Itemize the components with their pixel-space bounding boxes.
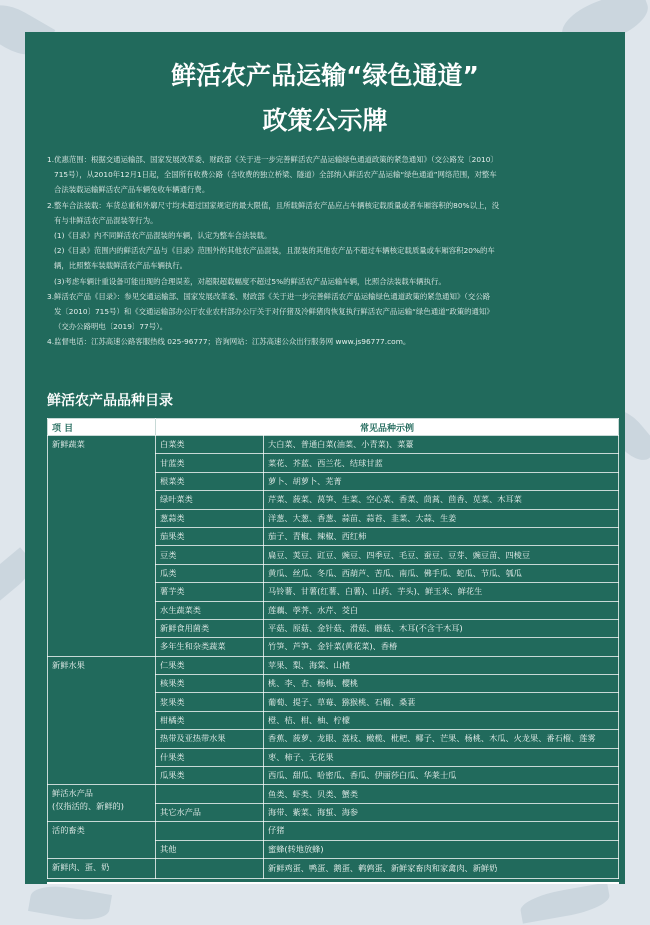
- examples-cell: 香蕉、菠萝、龙眼、荔枝、橄榄、枇杷、椰子、芒果、杨桃、木瓜、火龙果、番石榴、莲雾: [264, 730, 619, 748]
- policy-board: [25, 32, 625, 884]
- subcategory-cell: 多年生和杂类蔬菜: [156, 638, 264, 656]
- policy-line: 715号），从2010年12月1日起，全国所有收费公路（含收费的独立桥梁、隧道）全部纳入鲜活农产品运输“绿色通道”网络范围，对整车: [54, 170, 497, 180]
- examples-cell: 菜花、芥蓝、西兰花、结球甘蓝: [264, 454, 619, 472]
- subcategory-cell: 白菜类: [156, 436, 264, 454]
- subcategory-cell: 根菜类: [156, 472, 264, 490]
- policy-line: （交办公路明电〔2019〕77号）。: [54, 322, 168, 332]
- subcategory-cell: 豆类: [156, 546, 264, 564]
- policy-line: (2)《目录》范围内的鲜活农产品与《目录》范围外的其他农产品混装，且混装的其他农产品不超过车辆核定载质量或车厢容积20%的车: [54, 246, 495, 256]
- board-title-line1: 鲜活农产品运输“绿色通道”: [171, 61, 479, 90]
- examples-cell: 竹笋、芦笋、金针菜(黄花菜)、香椿: [264, 638, 619, 656]
- examples-cell: 蜜蜂(转地放蜂): [264, 840, 619, 858]
- examples-cell: 枣、柿子、无花果: [264, 748, 619, 766]
- subcategory-cell: 新鲜食用菌类: [156, 619, 264, 637]
- bottom-divider: [47, 882, 619, 884]
- policy-line: 辆，比照整车装载鲜活农产品车辆执行。: [54, 261, 188, 271]
- policy-line: 3.鲜活农产品《目录》：参见交通运输部、国家发展改革委、财政部《关于进一步完善鲜活农产品运输绿色通道政策的紧急通知》（交公路: [47, 291, 491, 301]
- examples-cell: 大白菜、普通白菜(油菜、小青菜)、菜薹: [264, 436, 619, 454]
- policy-line: 发〔2010〕715号）和《交通运输部办公厅农业农村部办公厅关于对仔猪及冷鲜猪肉恢复执行鲜活农产品运输“绿色通道”政策的通知》: [54, 307, 494, 317]
- category-cell: 新鲜水果: [48, 656, 156, 785]
- header-examples: 常见品种示例: [156, 419, 619, 436]
- examples-cell: 扁豆、荚豆、豇豆、豌豆、四季豆、毛豆、蚕豆、豆芽、豌豆苗、四棱豆: [264, 546, 619, 564]
- examples-cell: 海带、紫菜、海蜇、海参: [264, 803, 619, 821]
- subcategory-cell: 水生蔬菜类: [156, 601, 264, 619]
- policy-line: 4.监督电话：江苏高速公路客服热线 025-96777；咨询网站：江苏高速公众出行服务网 www.js96777.com。: [47, 337, 411, 347]
- table-header-row: [48, 419, 619, 436]
- category-cell: 新鲜蔬菜: [48, 436, 156, 657]
- examples-cell: 莲藕、荸荠、水芹、茭白: [264, 601, 619, 619]
- examples-cell: 黄瓜、丝瓜、冬瓜、西葫芦、苦瓜、南瓜、佛手瓜、蛇瓜、节瓜、瓠瓜: [264, 564, 619, 582]
- policy-line: 合法装载运输鲜活农产品车辆免收车辆通行费。: [54, 185, 210, 195]
- category-cell: 新鲜肉、蛋、奶: [48, 858, 156, 878]
- background-leaf: [518, 882, 611, 923]
- examples-cell: 苹果、梨、海棠、山楂: [264, 656, 619, 674]
- examples-cell: 葡萄、提子、草莓、猕猴桃、石榴、桑葚: [264, 693, 619, 711]
- subcategory-cell: 茄果类: [156, 527, 264, 545]
- subcategory-cell: 瓜果类: [156, 767, 264, 785]
- subcategory-cell: 仁果类: [156, 656, 264, 674]
- header-item: 项 目: [48, 419, 156, 436]
- examples-cell: 茄子、青椒、辣椒、西红柿: [264, 527, 619, 545]
- subcategory-cell: 其它水产品: [156, 803, 264, 821]
- subcategory-cell: 瓜类: [156, 564, 264, 582]
- table-row: [48, 822, 619, 840]
- subcategory-cell: 柑橘类: [156, 711, 264, 729]
- background-leaf: [28, 881, 112, 924]
- table-row: [48, 436, 619, 454]
- board-title-line2: 政策公示牌: [262, 106, 388, 135]
- subcategory-cell: [156, 785, 264, 803]
- policy-line: (1)《目录》内不同鲜活农产品混装的车辆，认定为整车合法装载。: [54, 231, 272, 241]
- catalog-title: 鲜活农产品品种目录: [47, 393, 173, 409]
- examples-cell: 西瓜、甜瓜、哈密瓜、香瓜、伊丽莎白瓜、华莱士瓜: [264, 767, 619, 785]
- subcategory-cell: [156, 858, 264, 878]
- policy-line: 2.整车合法装载：车货总重和外廓尺寸均未超过国家规定的最大限值，且所载鲜活农产品应占车辆核定载质量或者车厢容积的80%以上，没: [47, 200, 500, 210]
- subcategory-cell: 核果类: [156, 675, 264, 693]
- policy-line: (3)考虑车辆计重设备可能出现的合理误差，对超限超载幅度不超过5%的鲜活农产品运输车辆，比照合法装载车辆执行。: [54, 276, 446, 286]
- subcategory-cell: 薯芋类: [156, 583, 264, 601]
- table-row: [48, 785, 619, 803]
- subcategory-cell: 绿叶菜类: [156, 491, 264, 509]
- subcategory-cell: 热带及亚热带水果: [156, 730, 264, 748]
- catalog-table: [47, 418, 619, 879]
- table-row: [48, 858, 619, 878]
- policy-text: [47, 152, 607, 350]
- examples-cell: 桃、李、杏、杨梅、樱桃: [264, 675, 619, 693]
- policy-line: 有与非鲜活农产品混装等行为。: [54, 215, 158, 225]
- subcategory-cell: 什果类: [156, 748, 264, 766]
- examples-cell: 橙、桔、柑、柚、柠檬: [264, 711, 619, 729]
- examples-cell: 芹菜、菠菜、莴笋、生菜、空心菜、香菜、茼蒿、茴香、苋菜、木耳菜: [264, 491, 619, 509]
- table-row: [48, 656, 619, 674]
- policy-line: 1.优惠范围：根据交通运输部、国家发展改革委、财政部《关于进一步完善鲜活农产品运输绿色通道政策的紧急通知》（交公路发〔2010〕: [47, 155, 498, 164]
- subcategory-cell: 甘蓝类: [156, 454, 264, 472]
- subcategory-cell: 浆果类: [156, 693, 264, 711]
- category-cell: 鲜活水产品 (仅指活的、新鲜的): [48, 785, 156, 822]
- subcategory-cell: [156, 822, 264, 840]
- examples-cell: 新鲜鸡蛋、鸭蛋、鹅蛋、鹌鹑蛋、新鲜家畜肉和家禽肉、新鲜奶: [264, 858, 619, 878]
- subcategory-cell: 葱蒜类: [156, 509, 264, 527]
- subcategory-cell: 其他: [156, 840, 264, 858]
- examples-cell: 洋葱、大葱、香葱、蒜苗、蒜苔、韭菜、大蒜、生姜: [264, 509, 619, 527]
- examples-cell: 仔猪: [264, 822, 619, 840]
- examples-cell: 马铃薯、甘薯(红薯、白薯)、山药、芋头)、鲜玉米、鲜花生: [264, 583, 619, 601]
- category-cell: 活的畜类: [48, 822, 156, 859]
- examples-cell: 平菇、原菇、金针菇、滑菇、蘑菇、木耳(不含干木耳): [264, 619, 619, 637]
- examples-cell: 鱼类、虾类、贝类、蟹类: [264, 785, 619, 803]
- examples-cell: 萝卜、胡萝卜、芜菁: [264, 472, 619, 490]
